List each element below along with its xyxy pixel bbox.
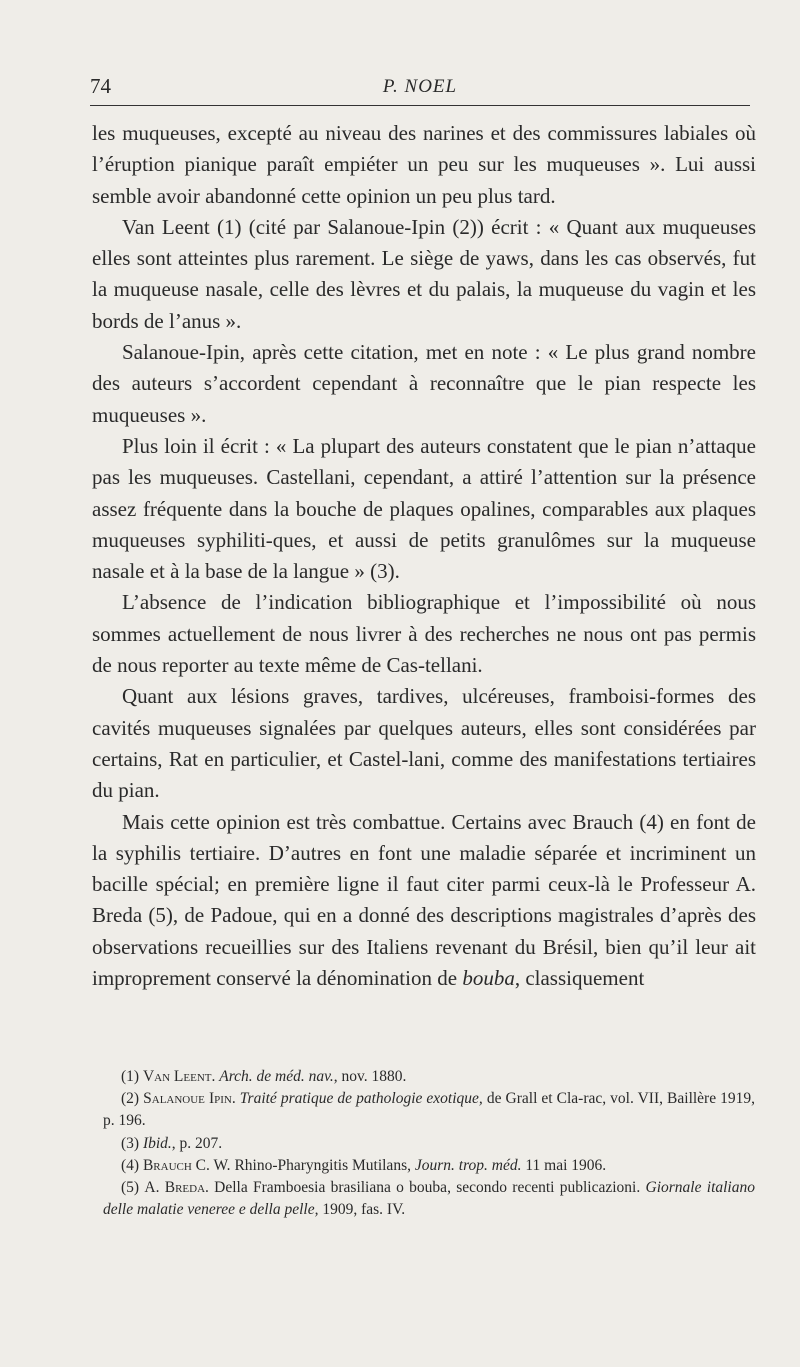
footnote-title: Giornale italiano delle malatie veneree e della pelle, bbox=[103, 1179, 755, 1219]
footnote-number: (4) bbox=[121, 1156, 140, 1174]
header-rule bbox=[90, 105, 750, 106]
footnote-text: 11 mai 1906. bbox=[521, 1156, 607, 1174]
footnote-text: , p. 207. bbox=[171, 1134, 223, 1152]
footnote-number: (5) bbox=[121, 1179, 140, 1197]
footnotes bbox=[103, 1066, 755, 1221]
footnote-title: Arch. de méd. nav. bbox=[219, 1068, 334, 1085]
paragraph bbox=[92, 807, 756, 995]
paragraph-text: Mais cette opinion est très combattue. Certains avec Brauch (4) en font de la syphilis tertiaire. D’autres en font une maladie séparée et incriminent un bacille spécial; en première ligne il faut citer parmi ceux-là le Professeur A. Breda (5), de Padoue, qui en a donné des descriptions magistrales d’après des observations recueillies sur des Italiens revenant du Brésil, bien qu’il leur ait improprement conservé la dénomination de bbox=[92, 809, 756, 991]
paragraph: Quant aux lésions graves, tardives, ulcéreuses, framboisi-formes des cavités muqueuses signalées par quelques auteurs, elles sont considérées par certains, Rat en particulier, et Castel-lani, comme des manifestations tertiaires du pian. bbox=[92, 684, 756, 803]
footnote-text: , nov. 1880. bbox=[333, 1068, 407, 1085]
page-header bbox=[90, 70, 750, 100]
footnote-title: Ibid. bbox=[142, 1134, 172, 1152]
footnote bbox=[103, 1088, 755, 1132]
page-number: 74 bbox=[90, 74, 111, 98]
paragraph-text: , classiquement bbox=[514, 966, 645, 991]
paragraph: Van Leent (1) (cité par Salanoue-Ipin (2)) écrit : « Quant aux muqueuses elles sont atteintes plus rarement. Le siège de yaws, dans les cas observés, fut la muqueuse nasale, celle des lèvres et du palais, la muqueuse du vagin et les bords de l’anus ». bbox=[92, 214, 756, 333]
footnote-number: (2) bbox=[121, 1090, 140, 1108]
footnote-text: Rhino-Pharyngitis Mutilans, bbox=[230, 1156, 415, 1174]
paragraph: les muqueuses, excepté au niveau des narines et des commissures labiales où l’éruption pianique paraît empiéter un peu sur les muqueuses ». Lui aussi semble avoir abandonné cette opinion un peu plus tard. bbox=[92, 121, 756, 208]
footnote-number: (3) bbox=[121, 1134, 140, 1152]
footnote-author: Brauch C. W. bbox=[142, 1156, 231, 1174]
paragraph: Plus loin il écrit : « La plupart des auteurs constatent que le pian n’attaque pas les muqueuses. Castellani, cependant, a attiré l’attention sur la présence assez fréquente dans la bouche de plaques opalines, comparables aux plaques muqueuses syphiliti-ques, et aussi de petits granulômes sur la muqueuse nasale et à la base de la langue » (3). bbox=[92, 433, 756, 584]
footnote-author: Salanoue Ipin. bbox=[143, 1090, 236, 1108]
body-text bbox=[92, 118, 756, 994]
footnote bbox=[103, 1133, 755, 1155]
footnote-title: Traité pratique de pathologie exotique, bbox=[239, 1090, 483, 1108]
footnote-author: A. Breda. bbox=[144, 1179, 209, 1197]
paragraph: Salanoue-Ipin, après cette citation, met en note : « Le plus grand nombre des auteurs s’accordent cependant à reconnaître que le pian respecte les muqueuses ». bbox=[92, 340, 756, 427]
footnote bbox=[103, 1155, 755, 1177]
footnote bbox=[103, 1066, 755, 1088]
paragraph: L’absence de l’indication bibliographique et l’impossibilité où nous sommes actuellement de nous livrer à des recherches ne nous ont pas permis de nous reporter au texte même de Cas-tellani. bbox=[92, 590, 756, 678]
footnote-text: Della Framboesia brasiliana o bouba, secondo recenti publicazioni. bbox=[208, 1179, 646, 1197]
footnote-text: de Grall et Cla-rac, vol. VII, Baillère 1919, p. 196. bbox=[103, 1090, 756, 1130]
italic-term: bouba bbox=[462, 966, 515, 991]
running-title: P. NOEL bbox=[382, 76, 458, 97]
footnote-number: (1) bbox=[121, 1068, 140, 1085]
footnote-author: Van Leent. bbox=[142, 1068, 216, 1085]
footnote-title: Journ. trop. méd. bbox=[414, 1156, 522, 1174]
footnote-text: 1909, fas. IV. bbox=[318, 1201, 406, 1219]
footnote bbox=[103, 1177, 755, 1221]
